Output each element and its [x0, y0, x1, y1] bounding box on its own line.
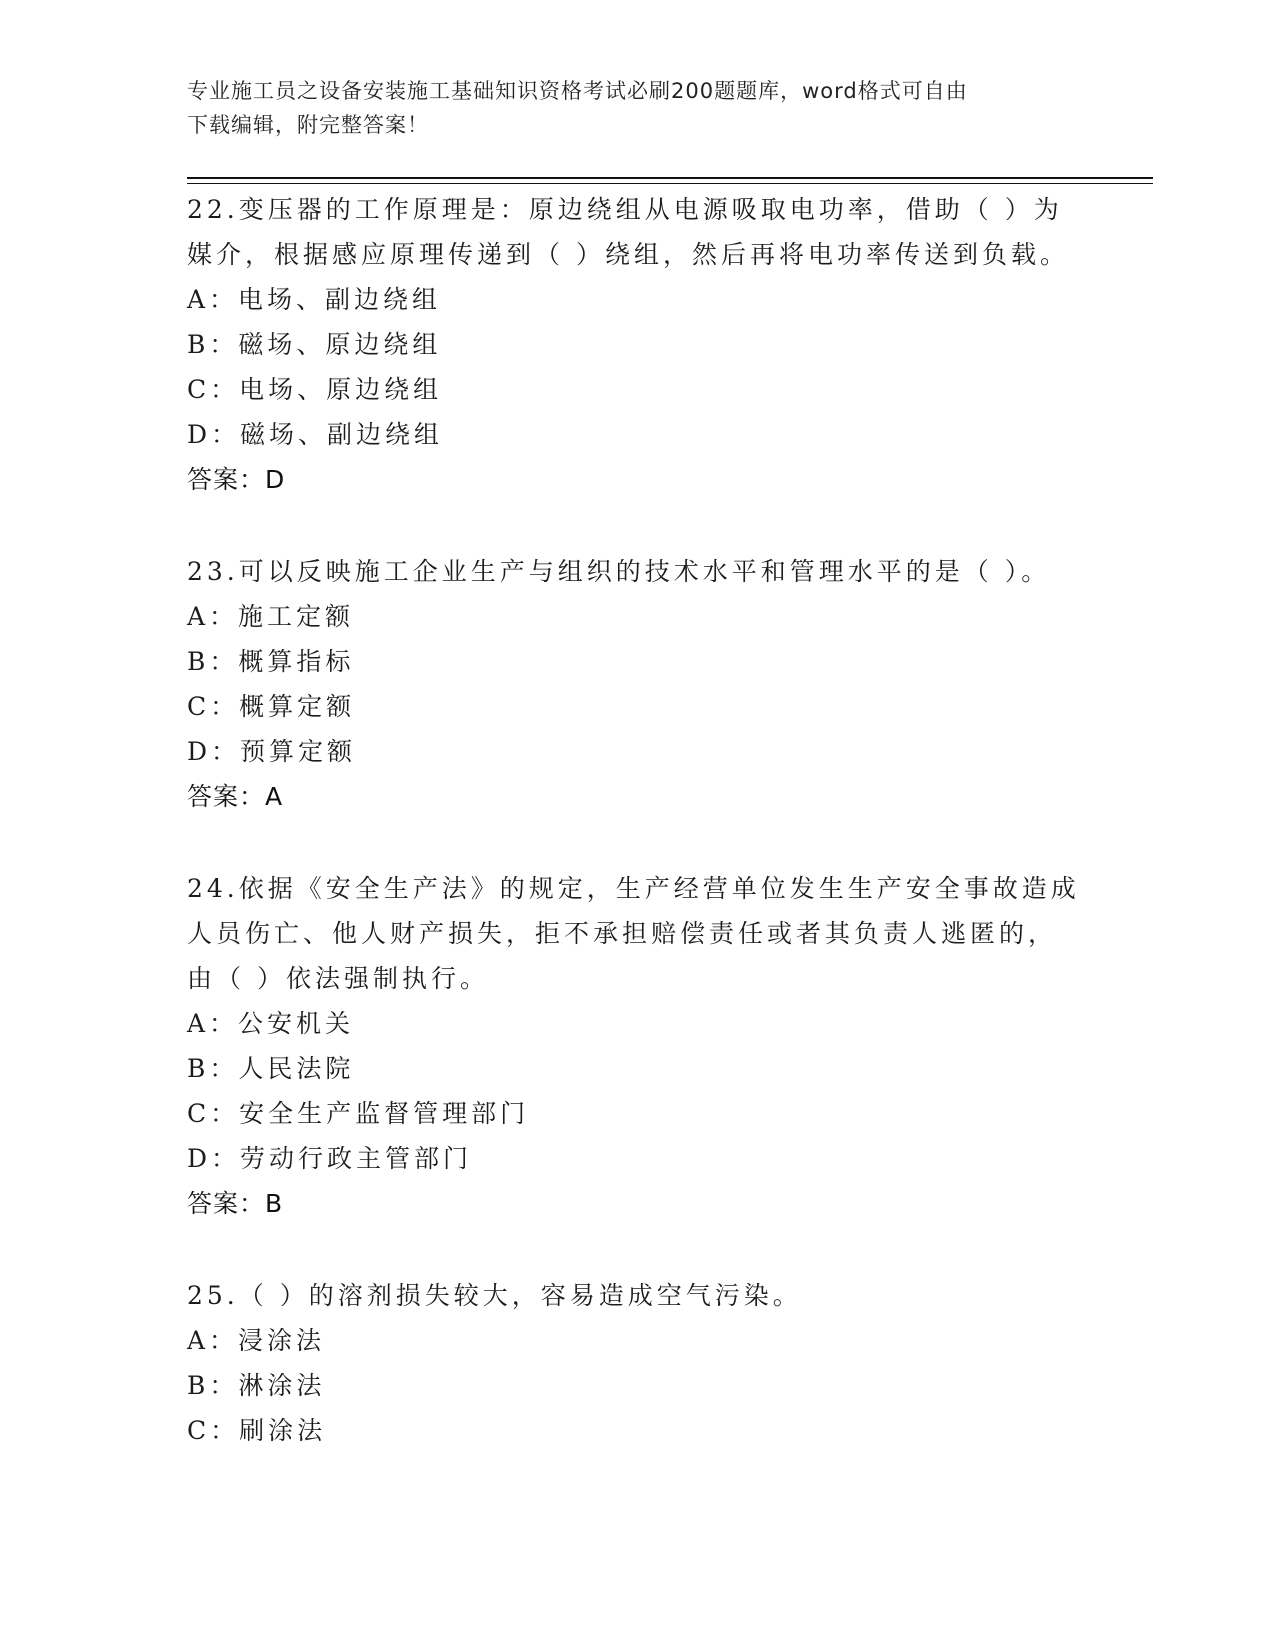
option-a: A：施工定额	[187, 602, 355, 631]
question-stem-line: 由（ ）依法强制执行。	[187, 964, 489, 993]
option-c: C：安全生产监督管理部门	[187, 1099, 530, 1128]
question-stem-line: 媒介，根据感应原理传递到（ ）绕组，然后再将电功率传送到负载。	[187, 240, 1069, 269]
option-d: D：磁场、副边绕组	[187, 420, 444, 449]
header-line-1: 专业施工员之设备安装施工基础知识资格考试必刷200题题库，word格式可自由	[187, 79, 968, 103]
option-a: A：浸涂法	[187, 1326, 326, 1355]
question-list	[187, 187, 1087, 1453]
question-stem-line: 人员伤亡、他人财产损失，拒不承担赔偿责任或者其负责人逃匿的，	[187, 919, 1058, 948]
option-c: C：刷涂法	[187, 1416, 327, 1445]
option-d: D：预算定额	[187, 737, 357, 766]
header-divider-thin	[187, 183, 1153, 184]
answer-line: 答案：D	[187, 465, 286, 494]
option-c: C：概算定额	[187, 692, 356, 721]
option-b: B：淋涂法	[187, 1371, 326, 1400]
option-a: A：公安机关	[187, 1009, 355, 1038]
question-23	[187, 549, 1087, 819]
question-stem-line: 24.依据《安全生产法》的规定，生产经营单位发生生产安全事故造成	[187, 874, 1080, 903]
header-divider-thick	[187, 177, 1153, 179]
question-24	[187, 866, 1087, 1226]
document-header	[187, 74, 1087, 142]
option-b: B：概算指标	[187, 647, 355, 676]
question-stem-line: 23.可以反映施工企业生产与组织的技术水平和管理水平的是（ ）。	[187, 557, 1051, 586]
option-a: A：电场、副边绕组	[187, 285, 442, 314]
option-b: B：人民法院	[187, 1054, 355, 1083]
question-22	[187, 187, 1087, 502]
answer-line: 答案：A	[187, 782, 284, 811]
option-c: C：电场、原边绕组	[187, 375, 443, 404]
question-stem-line: 25.（ ）的溶剂损失较大，容易造成空气污染。	[187, 1281, 802, 1310]
question-stem-line: 22.变压器的工作原理是：原边绕组从电源吸取电功率，借助（ ）为	[187, 195, 1063, 224]
option-b: B：磁场、原边绕组	[187, 330, 442, 359]
option-d: D：劳动行政主管部门	[187, 1144, 473, 1173]
question-25	[187, 1273, 1087, 1453]
answer-line: 答案：B	[187, 1189, 284, 1218]
header-line-2: 下载编辑，附完整答案！	[187, 113, 429, 137]
